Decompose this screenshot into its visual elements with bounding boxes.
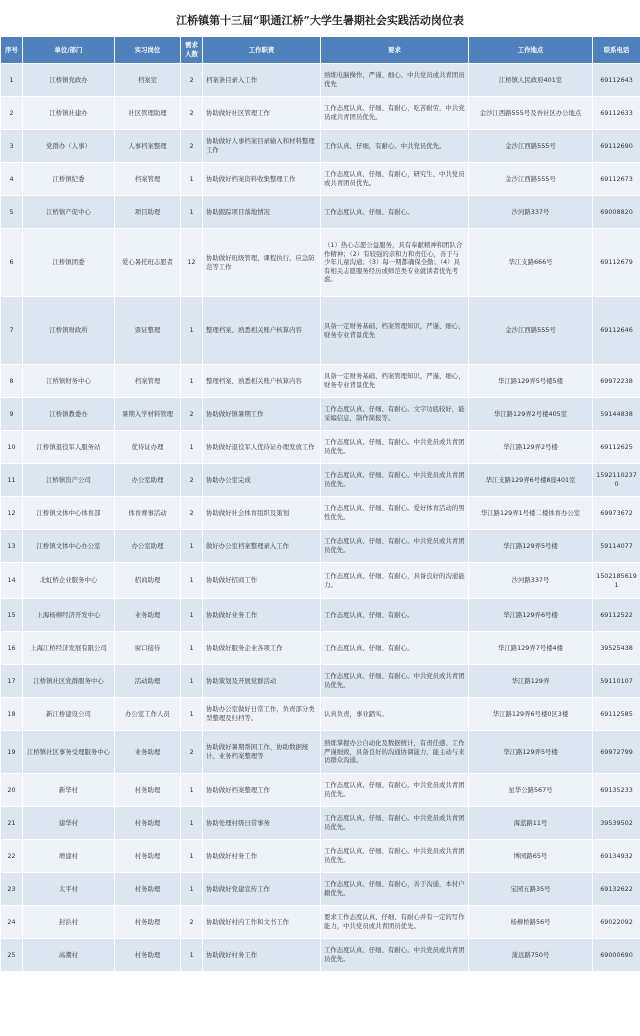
- row-requirement: 工作态度认真、仔细、有耐心。中共党员或共青团员优先。: [321, 431, 469, 464]
- row-post: 业务助理: [115, 599, 181, 632]
- header-tel: 联系电话: [593, 37, 640, 64]
- row-post: 村务助理: [115, 873, 181, 906]
- row-duty: 协助处理村级日常事务: [203, 807, 321, 840]
- row-count: 1: [181, 840, 203, 873]
- table-row: [1, 130, 640, 163]
- row-requirement: 工作态度认真、仔细、有耐心。中共党员或共青团员优先。: [321, 807, 469, 840]
- row-place: 华江路129弄6号楼: [469, 599, 593, 632]
- row-count: 1: [181, 665, 203, 698]
- row-requirement: 工作认真、仔细，有耐心。中共党员优先。: [321, 130, 469, 163]
- table-row: [1, 398, 640, 431]
- row-post: 优待证办理: [115, 431, 181, 464]
- row-no: 22: [1, 840, 23, 873]
- row-requirement: 具备一定财务基础、档案管理知识，严谨、细心，财务专业背景优先: [321, 365, 469, 398]
- table-row: [1, 497, 640, 530]
- row-count: 1: [181, 365, 203, 398]
- row-requirement: 熟练掌握办公自动化及数据统计，有责任感、工作严谨细致，具备良好的沟通协调能力，能主动与来访群众沟通。: [321, 731, 469, 774]
- row-duty: 协助做好档案资料收集整理工作: [203, 163, 321, 196]
- row-no: 14: [1, 563, 23, 599]
- row-post: 窗口接待: [115, 632, 181, 665]
- table-row: [1, 64, 640, 97]
- row-requirement: 工作态度认真、仔细、有耐心。中共党员或共青团员优先。: [321, 530, 469, 563]
- row-count: 2: [181, 130, 203, 163]
- row-requirement: 工作态度认真、仔细、有耐心。中共党员或共青团员优先。: [321, 939, 469, 972]
- row-unit: 党群办（人事）: [23, 130, 115, 163]
- row-count: 2: [181, 497, 203, 530]
- row-unit: 江桥镇产促中心: [23, 196, 115, 229]
- row-no: 5: [1, 196, 23, 229]
- table-row: [1, 229, 640, 297]
- row-post: 票证整理: [115, 297, 181, 365]
- row-no: 12: [1, 497, 23, 530]
- row-post: 招商助理: [115, 563, 181, 599]
- row-count: 1: [181, 196, 203, 229]
- row-unit: 江桥镇社建办: [23, 97, 115, 130]
- table-row: [1, 599, 640, 632]
- row-place: 博园路65号: [469, 840, 593, 873]
- row-place: 华江路129弄: [469, 665, 593, 698]
- row-duty: 协助办公室做好日常工作，负责部分类型整理及归档等。: [203, 698, 321, 731]
- row-no: 10: [1, 431, 23, 464]
- row-post: 村务助理: [115, 840, 181, 873]
- row-count: 2: [181, 398, 203, 431]
- row-post: 体育赛事活动: [115, 497, 181, 530]
- row-unit: 江桥镇财政所: [23, 297, 115, 365]
- row-no: 19: [1, 731, 23, 774]
- row-count: 12: [181, 229, 203, 297]
- row-unit: 上海杨柳经济开发中心: [23, 599, 115, 632]
- header-count: 需求人数: [181, 37, 203, 64]
- row-place: 金沙江西路555号及吾社区办公地点: [469, 97, 593, 130]
- row-duty: 协助做好服务企业各项工作: [203, 632, 321, 665]
- header-place: 工作地点: [469, 37, 593, 64]
- row-count: 2: [181, 464, 203, 497]
- row-count: 2: [181, 906, 203, 939]
- row-count: 1: [181, 939, 203, 972]
- row-place: 金沙江西路555号: [469, 130, 593, 163]
- row-count: 1: [181, 774, 203, 807]
- row-tel: 69973672: [593, 497, 640, 530]
- row-unit: 太平村: [23, 873, 115, 906]
- row-unit: 江桥镇纪委: [23, 163, 115, 196]
- row-no: 24: [1, 906, 23, 939]
- row-post: 办公室工作人员: [115, 698, 181, 731]
- header-duty: 工作职责: [203, 37, 321, 64]
- row-no: 16: [1, 632, 23, 665]
- row-duty: 协助做好班级管理、课程执行、应急防范等工作: [203, 229, 321, 297]
- row-tel: 69112585: [593, 698, 640, 731]
- table-row: [1, 365, 640, 398]
- table-row: [1, 939, 640, 972]
- row-no: 9: [1, 398, 23, 431]
- row-post: 档案管理: [115, 365, 181, 398]
- row-no: 11: [1, 464, 23, 497]
- row-duty: 协助跟踪项目落地情况: [203, 196, 321, 229]
- row-post: 活动助理: [115, 665, 181, 698]
- page-title: 江桥镇第十三届“职通江桥”大学生暑期社会实践活动岗位表: [0, 8, 640, 34]
- row-place: 华江路129弄5号楼5楼: [469, 365, 593, 398]
- row-requirement: 具备一定财务基础、档案管理知识，严谨、细心，财务专业背景优先: [321, 297, 469, 365]
- row-requirement: 认真负责，事业踏实。: [321, 698, 469, 731]
- row-no: 20: [1, 774, 23, 807]
- row-no: 25: [1, 939, 23, 972]
- table-row: [1, 807, 640, 840]
- row-place: 杨柳桥路56号: [469, 906, 593, 939]
- row-place: 华江路129弄2号楼: [469, 431, 593, 464]
- row-duty: 档案条目录入工作: [203, 64, 321, 97]
- row-duty: 协助做好村务工作: [203, 939, 321, 972]
- row-post: 村务助理: [115, 939, 181, 972]
- row-place: 江桥镇人民政府401室: [469, 64, 593, 97]
- table-body: [1, 64, 640, 972]
- table-row: [1, 840, 640, 873]
- row-duty: 协助做好社会体育组织及策划: [203, 497, 321, 530]
- row-count: 2: [181, 97, 203, 130]
- table-row: [1, 665, 640, 698]
- row-unit: 江桥镇教委办: [23, 398, 115, 431]
- position-table: [0, 36, 640, 972]
- row-place: 金沙江西路555号: [469, 163, 593, 196]
- row-tel: 69112690: [593, 130, 640, 163]
- row-no: 1: [1, 64, 23, 97]
- row-post: 暑期入学材料管理: [115, 398, 181, 431]
- row-tel: 39525438: [593, 632, 640, 665]
- row-unit: 增建村: [23, 840, 115, 873]
- row-post: 村务助理: [115, 906, 181, 939]
- row-count: 1: [181, 873, 203, 906]
- row-tel: 69132622: [593, 873, 640, 906]
- row-no: 4: [1, 163, 23, 196]
- table-row: [1, 774, 640, 807]
- row-post: 办公室助理: [115, 464, 181, 497]
- row-count: 1: [181, 530, 203, 563]
- row-requirement: 熟练电脑操作，严谨、细心、中共党员或共青团员优先: [321, 64, 469, 97]
- row-place: 华江路129弄5号楼: [469, 530, 593, 563]
- row-unit: 新华村: [23, 774, 115, 807]
- row-unit: 江桥镇社区党群服务中心: [23, 665, 115, 698]
- row-tel: 69112633: [593, 97, 640, 130]
- table-row: [1, 297, 640, 365]
- row-tel: 69008820: [593, 196, 640, 229]
- row-place: 华江路129弄6号楼0区3楼: [469, 698, 593, 731]
- row-requirement: 工作态度认真、仔细、有耐心。中共党员或共青团员优先。: [321, 464, 469, 497]
- row-tel: 59110107: [593, 665, 640, 698]
- row-requirement: 工作态度认真、仔细、有耐心。: [321, 599, 469, 632]
- table-row: [1, 632, 640, 665]
- row-duty: 协助做好人事档案目录输入和材料整理工作: [203, 130, 321, 163]
- row-tel: 69972238: [593, 365, 640, 398]
- table-row: [1, 530, 640, 563]
- table-row: [1, 464, 640, 497]
- row-requirement: 工作态度认真、仔细、有耐心。中共党员或共青团员优先。: [321, 774, 469, 807]
- row-tel: 59114077: [593, 530, 640, 563]
- row-tel: 39539502: [593, 807, 640, 840]
- row-count: 1: [181, 807, 203, 840]
- row-no: 7: [1, 297, 23, 365]
- row-no: 21: [1, 807, 23, 840]
- row-no: 6: [1, 229, 23, 297]
- row-post: 爱心暑托班志愿者: [115, 229, 181, 297]
- row-no: 3: [1, 130, 23, 163]
- table-row: [1, 906, 640, 939]
- row-unit: 江桥镇社区事务受理服务中心: [23, 731, 115, 774]
- row-place: 华江路129弄5号楼: [469, 731, 593, 774]
- row-unit: 高潮村: [23, 939, 115, 972]
- row-no: 2: [1, 97, 23, 130]
- row-duty: 整理档案、熟悉相关账户核算内容: [203, 297, 321, 365]
- row-post: 村务助理: [115, 807, 181, 840]
- row-no: 15: [1, 599, 23, 632]
- row-duty: 协助做好暑期帮困工作，协助数据统计、业务档案整理等: [203, 731, 321, 774]
- row-requirement: （1）热心志愿公益服务，具有奉献精神和团队合作精神；（2）有较强的亲和力和责任心，善于与少年儿童沟通；（3）每一期都确保全勤；（4）具有相关志愿服务经历或师范类专业就读者优先考虑。: [321, 229, 469, 297]
- row-requirement: 工作态度认真、仔细、有耐心。: [321, 196, 469, 229]
- header-requirement: 要求: [321, 37, 469, 64]
- row-unit: 北虹桥企业服务中心: [23, 563, 115, 599]
- row-requirement: 工作态度认真、仔细、有耐心。中共党员或共青团员优先。: [321, 665, 469, 698]
- row-place: 宝园五路35号: [469, 873, 593, 906]
- row-unit: 江桥镇资产公司: [23, 464, 115, 497]
- row-count: 2: [181, 64, 203, 97]
- row-requirement: 工作态度认真、仔细、有耐心。文字功底较好，能采编信息，制作简报等。: [321, 398, 469, 431]
- row-unit: 江桥镇党政办: [23, 64, 115, 97]
- row-count: 1: [181, 163, 203, 196]
- row-duty: 做好办公室档案整理录入工作: [203, 530, 321, 563]
- row-post: 档案管理: [115, 163, 181, 196]
- row-tel: 69972799: [593, 731, 640, 774]
- row-unit: 江桥镇退役军人服务站: [23, 431, 115, 464]
- table-row: [1, 196, 640, 229]
- row-tel: 15021856191: [593, 563, 640, 599]
- row-post: 办公室助理: [115, 530, 181, 563]
- row-post: 人事档案整理: [115, 130, 181, 163]
- table-row: [1, 698, 640, 731]
- row-place: 华江支路129弄6号楼8座401室: [469, 464, 593, 497]
- row-post: 业务助理: [115, 731, 181, 774]
- table-row: [1, 431, 640, 464]
- row-requirement: 工作态度认真、仔细、有耐心，善于沟通，本村户籍优先。: [321, 873, 469, 906]
- row-tel: 69022092: [593, 906, 640, 939]
- table-row: [1, 563, 640, 599]
- row-requirement: 要求工作态度认真、仔细、有耐心并有一定的写作能力，中共党员或共青团员优先。: [321, 906, 469, 939]
- table-row: [1, 873, 640, 906]
- row-duty: 协助办公室完成: [203, 464, 321, 497]
- row-duty: 整理档案、熟悉相关账户核算内容: [203, 365, 321, 398]
- row-unit: 江桥镇财务中心: [23, 365, 115, 398]
- row-tel: 69135233: [593, 774, 640, 807]
- row-tel: 69112522: [593, 599, 640, 632]
- row-requirement: 工作态度认真、仔细、有耐心。中共党员或共青团员优先。: [321, 840, 469, 873]
- row-duty: 协助做好党建宣传工作: [203, 873, 321, 906]
- row-place: 沙河路337号: [469, 196, 593, 229]
- row-post: 村务助理: [115, 774, 181, 807]
- row-count: 1: [181, 563, 203, 599]
- row-duty: 协助做好档案整理工作: [203, 774, 321, 807]
- row-unit: 江桥镇文体中心办公室: [23, 530, 115, 563]
- row-place: 蒲远路750号: [469, 939, 593, 972]
- row-no: 17: [1, 665, 23, 698]
- row-requirement: 工作态度认真、仔细、有耐心，具备良好的沟通能力。: [321, 563, 469, 599]
- row-duty: 协助做好退役军人优待证办理发放工作: [203, 431, 321, 464]
- row-unit: 封浜村: [23, 906, 115, 939]
- row-place: 金沙江西路555号: [469, 297, 593, 365]
- row-place: 华江路129弄7号楼4楼: [469, 632, 593, 665]
- row-unit: 江桥镇文体中心体育部: [23, 497, 115, 530]
- header-post: 实习岗位: [115, 37, 181, 64]
- row-tel: 69112643: [593, 64, 640, 97]
- row-count: 1: [181, 632, 203, 665]
- header-unit: 单位/部门: [23, 37, 115, 64]
- row-requirement: 工作态度认真、仔细、有耐心。: [321, 632, 469, 665]
- row-no: 8: [1, 365, 23, 398]
- row-tel: 15921102370: [593, 464, 640, 497]
- row-count: 2: [181, 731, 203, 774]
- row-requirement: 工作态度认真、仔细、有耐心，研究生、中共党员或共青团员优先。: [321, 163, 469, 196]
- row-requirement: 工作态度认真、仔细、有耐心，吃苦耐劳，中共党员或共青团员优先。: [321, 97, 469, 130]
- row-duty: 协助做好镇暑期工作: [203, 398, 321, 431]
- row-tel: 69134932: [593, 840, 640, 873]
- row-tel: 69000690: [593, 939, 640, 972]
- row-unit: 上海江桥经济发展有限公司: [23, 632, 115, 665]
- row-place: 海蓝路11号: [469, 807, 593, 840]
- row-no: 18: [1, 698, 23, 731]
- row-duty: 协助做好招商工作: [203, 563, 321, 599]
- table-row: [1, 163, 640, 196]
- row-duty: 协助策划及开展党群活动: [203, 665, 321, 698]
- row-duty: 协助做好村务工作: [203, 840, 321, 873]
- row-place: 星华公路567号: [469, 774, 593, 807]
- table-row: [1, 731, 640, 774]
- row-post: 项目助理: [115, 196, 181, 229]
- row-unit: 新江桥建设公司: [23, 698, 115, 731]
- row-count: 1: [181, 431, 203, 464]
- row-place: 沙河路337号: [469, 563, 593, 599]
- row-place: 华江路129弄2号楼405室: [469, 398, 593, 431]
- header-no: 序号: [1, 37, 23, 64]
- row-tel: 59144838: [593, 398, 640, 431]
- row-requirement: 工作态度认真、仔细、有耐心。爱好体育活动的男性优先。: [321, 497, 469, 530]
- row-duty: 协助做好业务工作: [203, 599, 321, 632]
- row-tel: 69112625: [593, 431, 640, 464]
- row-unit: 江桥镇团委: [23, 229, 115, 297]
- row-unit: 建华村: [23, 807, 115, 840]
- row-place: 华江支路666号: [469, 229, 593, 297]
- row-duty: 协助做好社区管理工作: [203, 97, 321, 130]
- row-tel: 69112673: [593, 163, 640, 196]
- row-count: 1: [181, 599, 203, 632]
- row-place: 华江路129弄1号楼二楼体育办公室: [469, 497, 593, 530]
- row-tel: 69112646: [593, 297, 640, 365]
- row-tel: 69112679: [593, 229, 640, 297]
- table-header-row: [1, 37, 640, 64]
- table-row: [1, 97, 640, 130]
- row-duty: 协助做好村内工作和文书工作: [203, 906, 321, 939]
- row-count: 1: [181, 297, 203, 365]
- row-post: 档案室: [115, 64, 181, 97]
- row-no: 13: [1, 530, 23, 563]
- row-count: 1: [181, 698, 203, 731]
- row-post: 社区管理助理: [115, 97, 181, 130]
- row-no: 23: [1, 873, 23, 906]
